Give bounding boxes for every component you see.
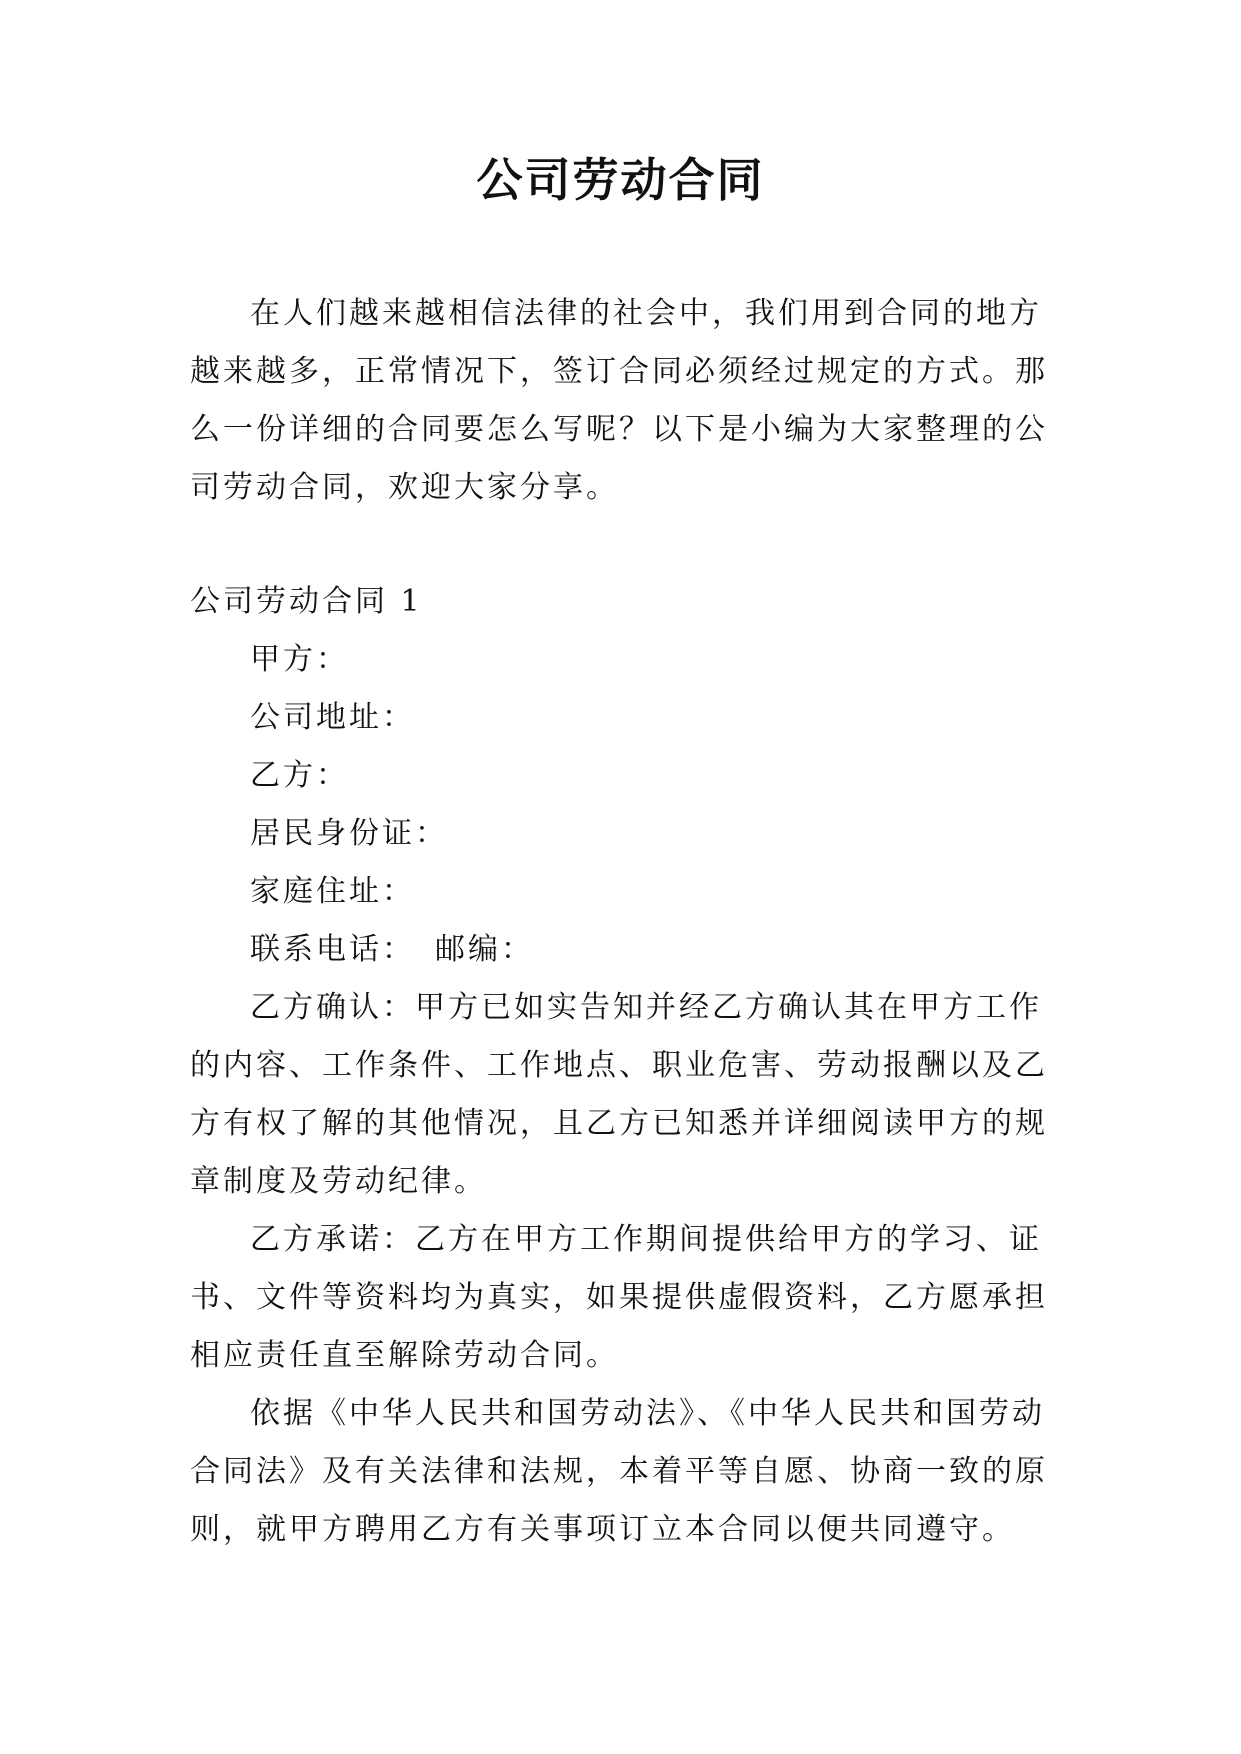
party-a-field: 甲方： [250, 642, 349, 677]
phone-field: 联系电话： [250, 932, 415, 967]
section-heading: 公司劳动合同 1 [190, 584, 423, 619]
confirmation-paragraph: 乙方确认：甲方已如实告知并经乙方确认其在甲方工作的内容、工作条件、工作地点、职业危害、劳动报酬以及乙方有权了解的其他情况，且乙方已知悉并详细阅读甲方的规章制度及劳动纪律。 [190, 990, 1048, 1199]
home-address-field: 家庭住址： [250, 874, 415, 909]
contact-line [190, 921, 1050, 979]
id-card-field: 居民身份证： [250, 816, 448, 851]
intro-paragraph: 在人们越来越相信法律的社会中，我们用到合同的地方越来越多，正常情况下，签订合同必须经过规定的方式。那么一份详细的合同要怎么写呢？以下是小编为大家整理的公司劳动合同，欢迎大家分享。 [190, 296, 1048, 505]
document-title: 公司劳动合同 [476, 153, 765, 207]
promise-paragraph: 乙方承诺：乙方在甲方工作期间提供给甲方的学习、证书、文件等资料均为真实，如果提供虚假资料，乙方愿承担相应责任直至解除劳动合同。 [190, 1222, 1048, 1373]
company-address-field: 公司地址： [250, 700, 415, 735]
postcode-field: 邮编： [435, 932, 534, 967]
document-body [190, 285, 1050, 1559]
party-b-field: 乙方： [250, 758, 349, 793]
legal-basis-paragraph: 依据《中华人民共和国劳动法》、《中华人民共和国劳动合同法》及有关法律和法规，本着平等自愿、协商一致的原则，就甲方聘用乙方有关事项订立本合同以便共同遵守。 [190, 1396, 1048, 1547]
